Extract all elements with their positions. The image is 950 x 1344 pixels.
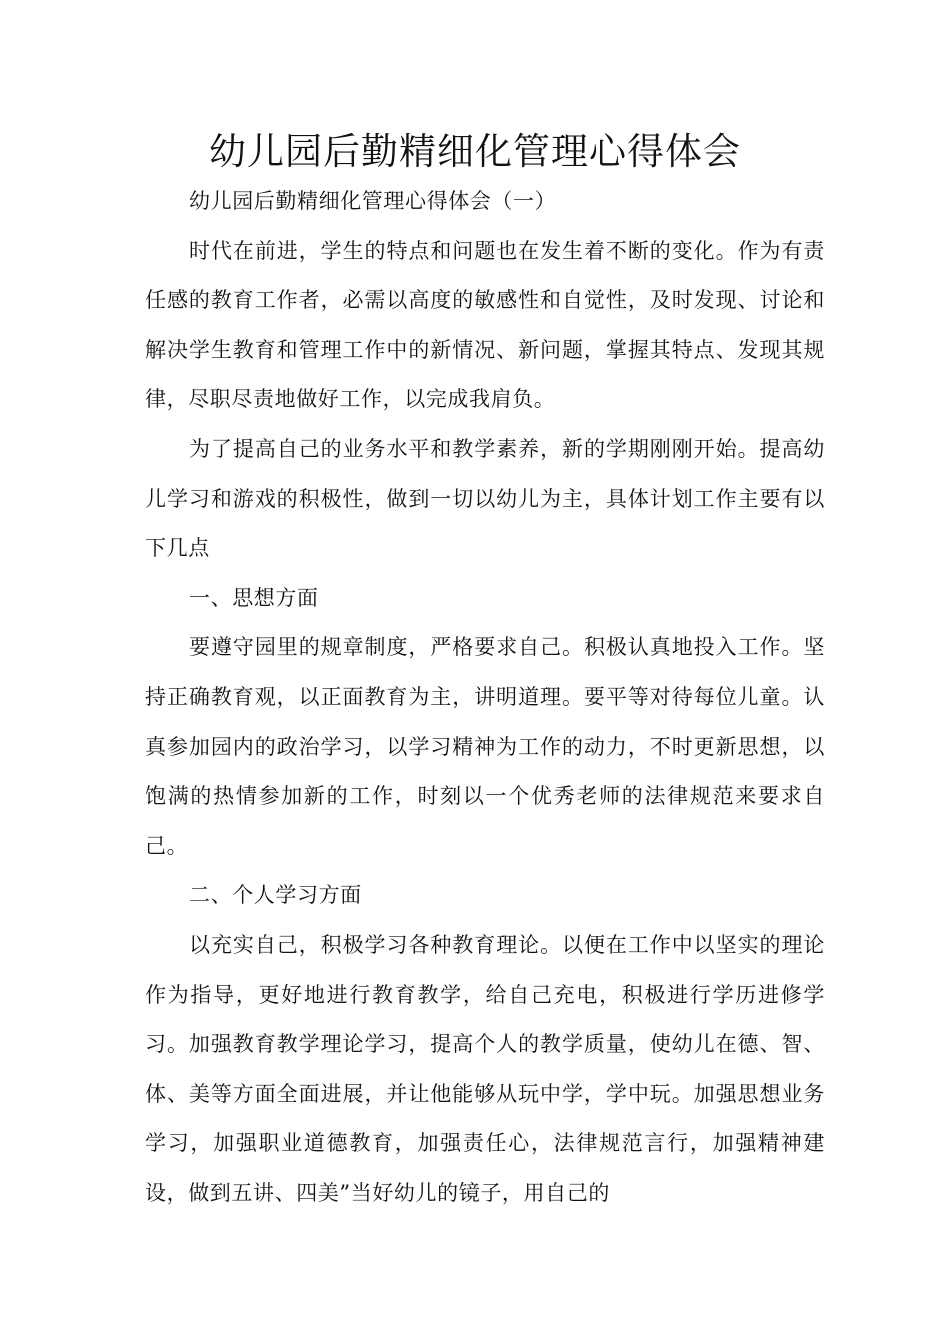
- document-subtitle: 幼儿园后勤精细化管理心得体会（一）: [189, 189, 557, 213]
- paragraph-plan: 为了提高自己的业务水平和教学素养，新的学期刚刚开始。提高幼儿学习和游戏的积极性，做到一切以幼儿为主，具体计划工作主要有以下几点: [145, 436, 825, 561]
- paragraph-intro: 时代在前进，学生的特点和问题也在发生着不断的变化。作为有责任感的教育工作者，必需以高度的敏感性和自觉性，及时发现、讨论和解决学生教育和管理工作中的新情况、新问题，掌握其特点、发现其规律，尽职尽责地做好工作，以完成我肩负。: [145, 238, 825, 412]
- document-body: [145, 177, 825, 1218]
- section-heading-study: 二、个人学习方面: [189, 883, 362, 908]
- document-title: 幼儿园后勤精细化管理心得体会: [209, 130, 741, 173]
- section-heading-thought: 一、思想方面: [189, 585, 319, 610]
- paragraph-study: 以充实自己，积极学习各种教育理论。以便在工作中以坚实的理论作为指导，更好地进行教育教学，给自己充电，积极进行学历进修学习。加强教育教学理论学习，提高个人的教学质量，使幼儿在德、智、体、美等方面全面进展，并让他能够从玩中学，学中玩。加强思想业务学习，加强职业道德教育，加强责任心，法律规范言行，加强精神建设，做到五讲、四美”当好幼儿的镜子，用自己的: [145, 932, 825, 1205]
- paragraph-thought: 要遵守园里的规章制度，严格要求自己。积极认真地投入工作。坚持正确教育观，以正面教育为主，讲明道理。要平等对待每位儿童。认真参加园内的政治学习，以学习精神为工作的动力，不时更新思想，以饱满的热情参加新的工作，时刻以一个优秀老师的法律规范来要求自己。: [145, 635, 825, 858]
